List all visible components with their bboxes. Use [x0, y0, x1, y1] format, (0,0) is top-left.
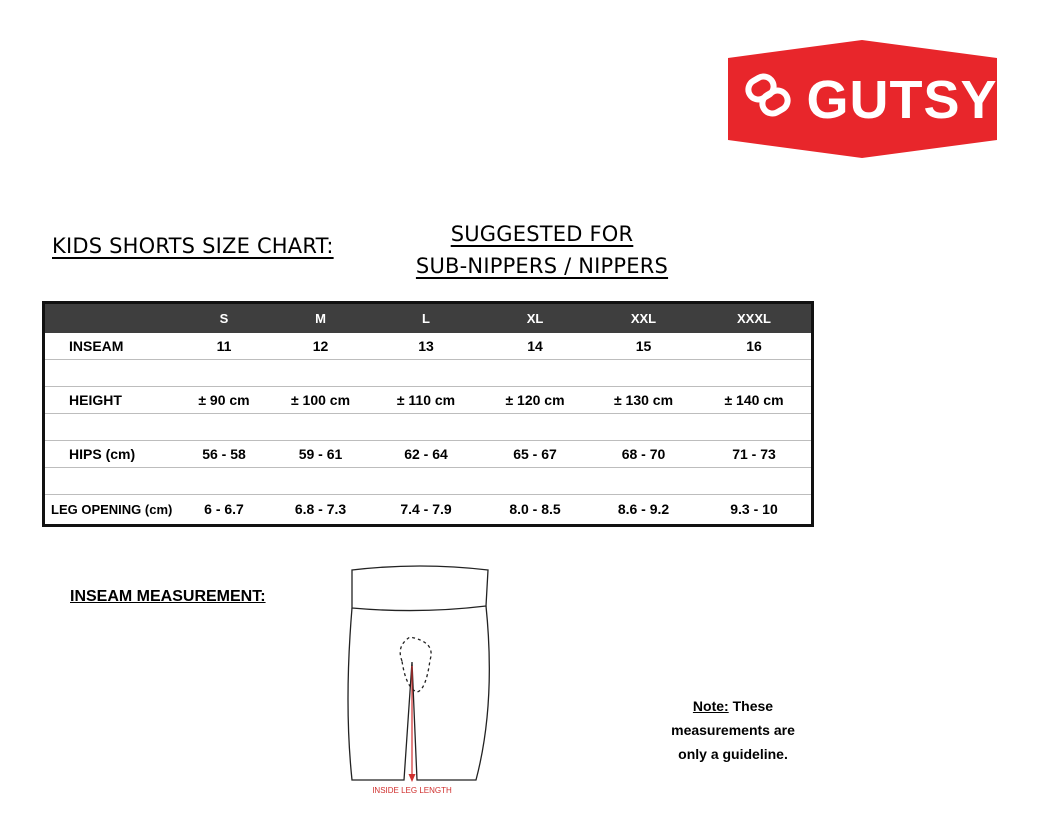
table-cell: 9.3 - 10: [730, 501, 778, 517]
suggested-for: [380, 218, 704, 282]
size-chart-table: [42, 301, 814, 527]
note-text-1: These: [728, 698, 774, 714]
gutsy-logo: [724, 40, 1001, 158]
table-cell: 7.4 - 7.9: [400, 501, 452, 517]
inside-leg-length-caption: INSIDE LEG LENGTH: [372, 786, 452, 795]
table-cell: ± 90 cm: [179, 387, 269, 414]
table-row-height: [45, 387, 811, 414]
table-cell: ± 110 cm: [372, 387, 480, 414]
row-label: INSEAM: [45, 333, 179, 360]
table-spacer-row: [45, 414, 811, 441]
chart-title: KIDS SHORTS SIZE CHART:: [52, 234, 334, 258]
table-cell: 68 - 70: [590, 441, 697, 468]
table-row-hips: [45, 441, 811, 468]
table-cell: 56 - 58: [179, 441, 269, 468]
table-cell: ± 140 cm: [697, 387, 811, 414]
table-cell: 11: [179, 333, 269, 360]
table-cell: 65 - 67: [480, 441, 590, 468]
note-block: [650, 694, 816, 766]
shorts-diagram: [340, 564, 500, 800]
table-header-row: [45, 304, 811, 333]
table-cell: 8.6 - 9.2: [617, 501, 670, 517]
table-cell: 14: [480, 333, 590, 360]
note-text-3: only a guideline.: [678, 746, 788, 762]
table-cell: 71 - 73: [697, 441, 811, 468]
table-cell: 15: [590, 333, 697, 360]
brand-name: GUTSY: [806, 70, 998, 130]
table-row-inseam: [45, 333, 811, 360]
note-text-2: measurements are: [671, 722, 795, 738]
table-cell: 6.8 - 7.3: [294, 501, 347, 517]
row-label: HIPS (cm): [45, 441, 179, 468]
table-row-leg-opening: [45, 495, 811, 524]
table-cell: ± 130 cm: [590, 387, 697, 414]
table-cell: 59 - 61: [269, 441, 372, 468]
header-blank: [45, 304, 179, 333]
row-label: LEG OPENING (cm): [51, 501, 173, 517]
table-spacer-row: [45, 468, 811, 495]
note-label: Note:: [692, 698, 729, 714]
suggested-line-1: SUGGESTED FOR: [450, 222, 634, 246]
header-size-l: L: [372, 304, 480, 333]
table-spacer-row: [45, 360, 811, 387]
suggested-line-2: SUB-NIPPERS / NIPPERS: [415, 254, 669, 278]
table-cell: 6 - 6.7: [204, 501, 244, 517]
table-cell: 12: [269, 333, 372, 360]
row-label: HEIGHT: [45, 387, 179, 414]
table-cell: ± 100 cm: [269, 387, 372, 414]
header-size-xxl: XXL: [590, 304, 697, 333]
table-cell: 13: [372, 333, 480, 360]
inseam-measurement-title: INSEAM MEASUREMENT:: [70, 588, 266, 605]
header-size-xxxl: XXXL: [697, 304, 811, 333]
header-size-s: S: [179, 304, 269, 333]
table-cell: 16: [697, 333, 811, 360]
header-size-xl: XL: [480, 304, 590, 333]
table-cell: 62 - 64: [372, 441, 480, 468]
table-cell: ± 120 cm: [480, 387, 590, 414]
table-cell: 8.0 - 8.5: [509, 501, 561, 517]
header-size-m: M: [269, 304, 372, 333]
